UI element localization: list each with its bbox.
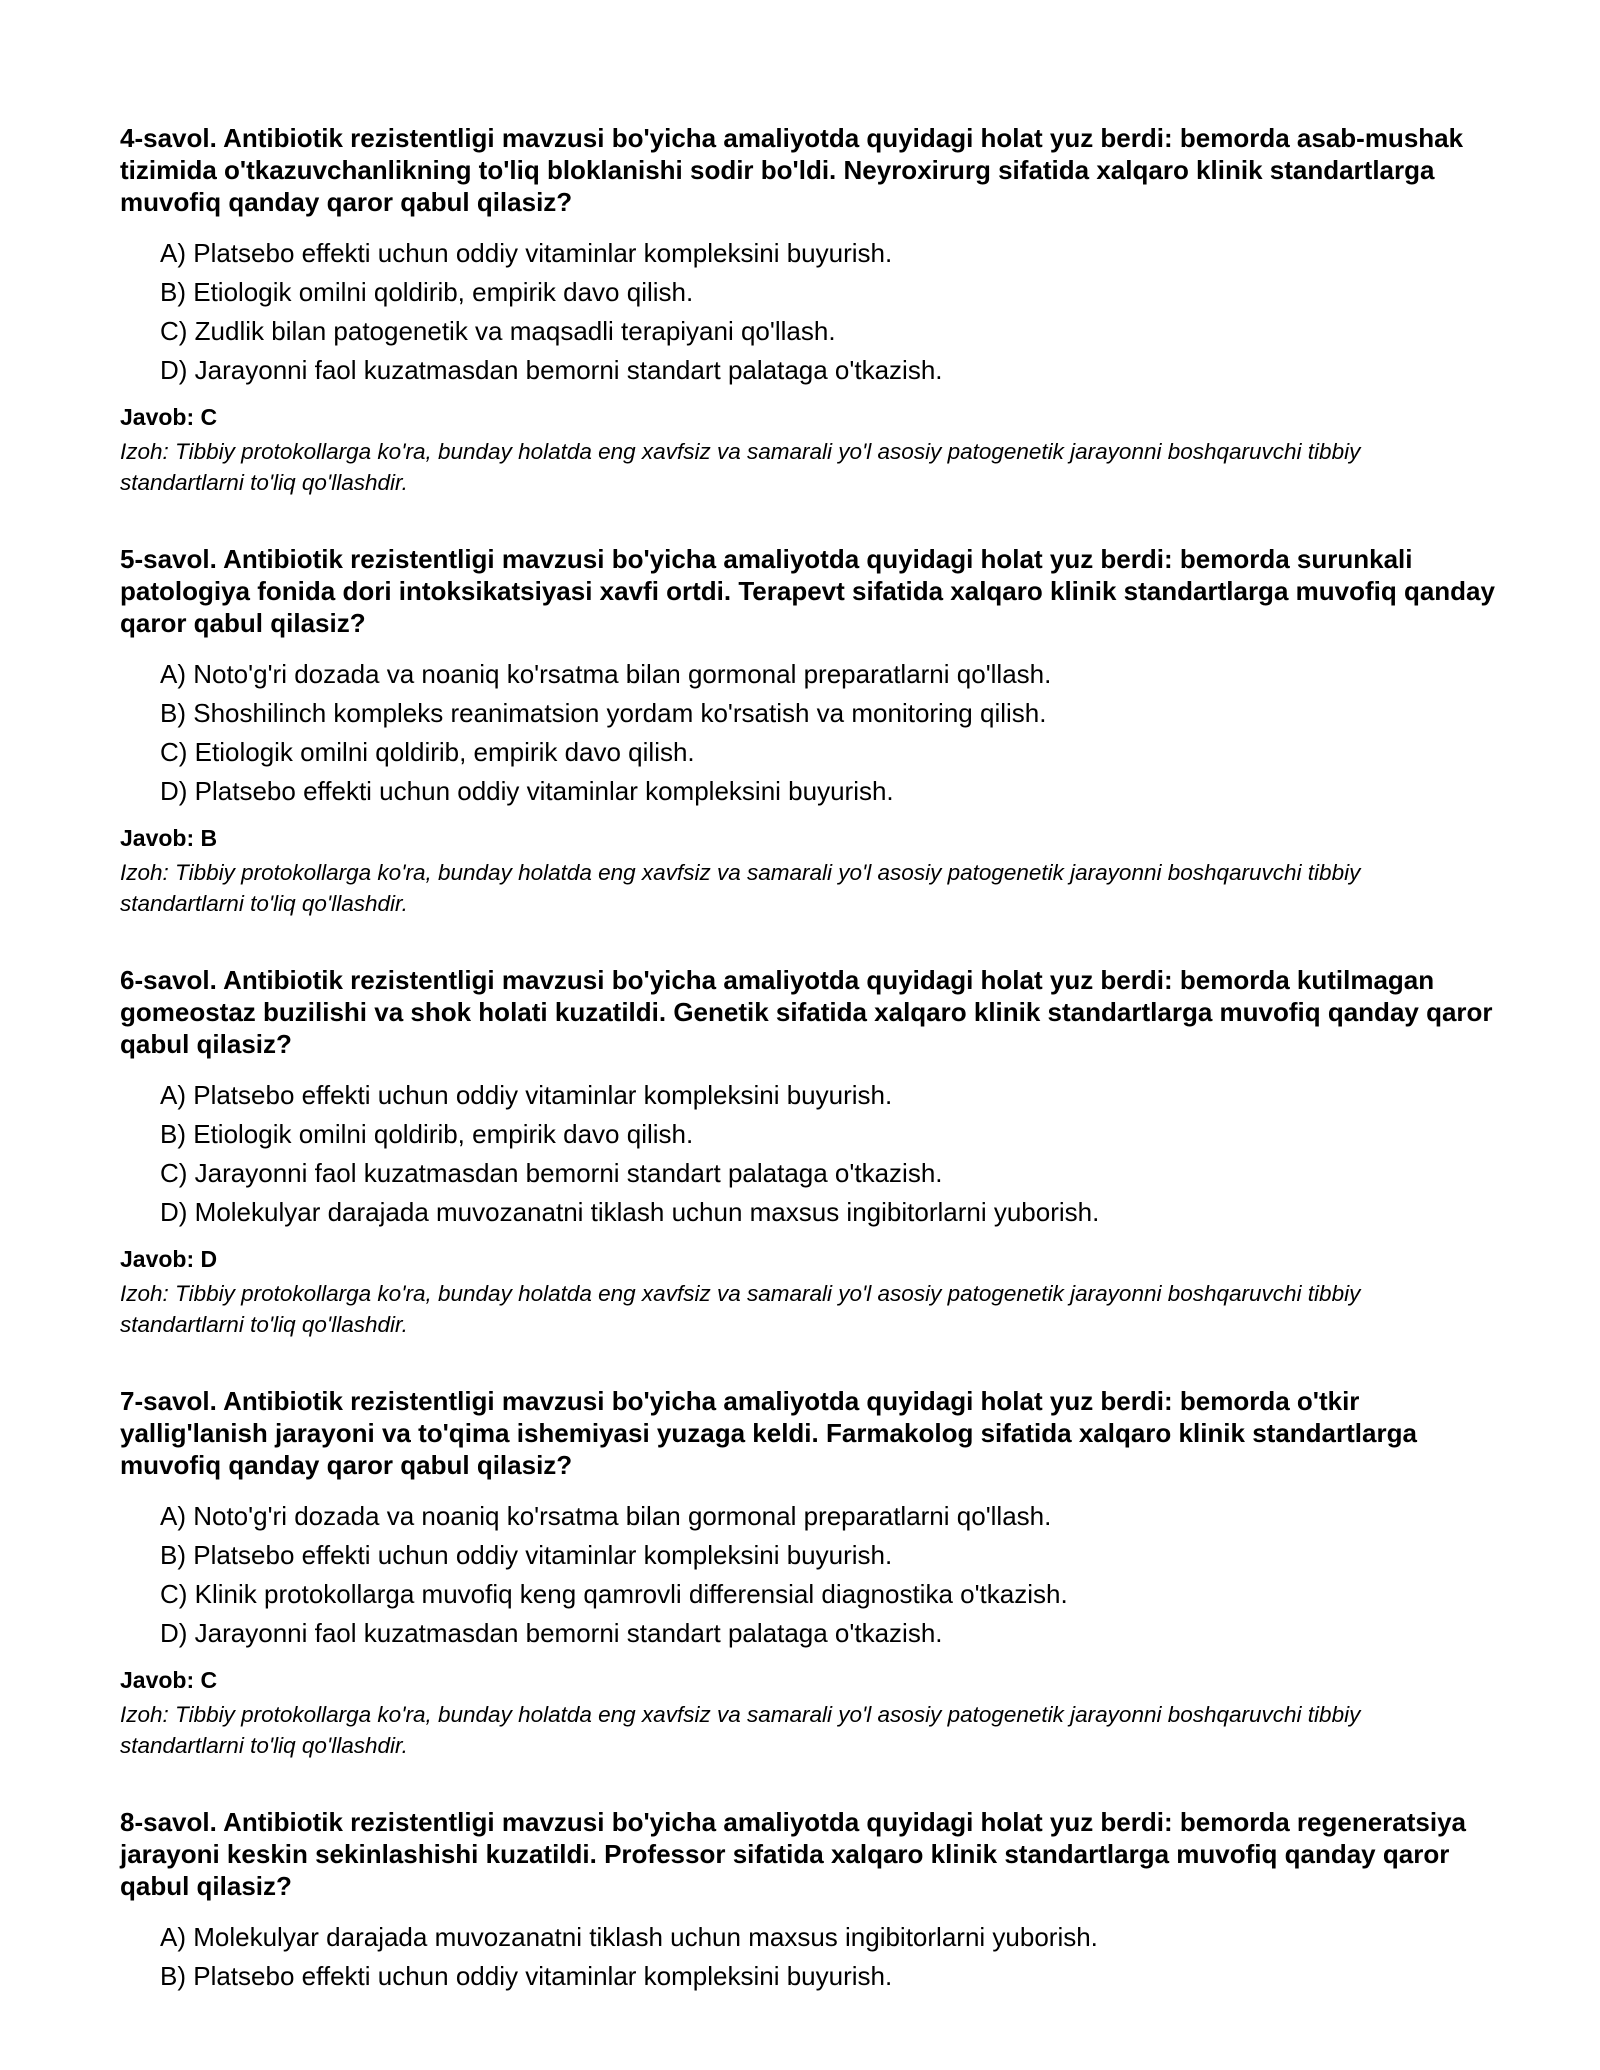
question-text: 6-savol. Antibiotik rezistentligi mavzusi bo'yicha amaliyotda quyidagi holat yuz berdi: bemorda kutilmagan gomeostaz buzilishi va shok holati kuzatildi. Genetik sifatida xalqaro klinik standartlarga muvofiq qanday qaror qabul qilasiz?	[120, 965, 1493, 1059]
answer-options	[120, 1076, 1500, 1232]
answer-key: Javob: C	[120, 404, 218, 430]
option-b: B) Platsebo effekti uchun oddiy vitaminlar kompleksini buyurish.	[160, 1961, 893, 1991]
option-b: B) Platsebo effekti uchun oddiy vitaminlar kompleksini buyurish.	[160, 1540, 893, 1570]
option-d: D) Molekulyar darajada muvozanatni tiklash uchun maxsus ingibitorlarni yuborish.	[160, 1197, 1100, 1227]
explanation: Izoh: Tibbiy protokollarga ko'ra, bunday holatda eng xavfsiz va samarali yo'l asosiy patogenetik jarayonni boshqaruvchi tibbiy standartlarni to'liq qo'llashdir.	[120, 1281, 1361, 1337]
option-c: C) Jarayonni faol kuzatmasdan bemorni standart palataga o'tkazish.	[160, 1158, 943, 1188]
question-7	[120, 1385, 1500, 1761]
option-d: D) Platsebo effekti uchun oddiy vitaminlar kompleksini buyurish.	[160, 776, 894, 806]
answer-options	[120, 1497, 1500, 1653]
option-d: D) Jarayonni faol kuzatmasdan bemorni standart palataga o'tkazish.	[160, 355, 943, 385]
answer-key: Javob: D	[120, 1246, 218, 1272]
option-a: A) Noto'g'ri dozada va noaniq ko'rsatma bilan gormonal preparatlarni qo'llash.	[160, 659, 1052, 689]
explanation: Izoh: Tibbiy protokollarga ko'ra, bunday holatda eng xavfsiz va samarali yo'l asosiy patogenetik jarayonni boshqaruvchi tibbiy standartlarni to'liq qo'llashdir.	[120, 439, 1361, 495]
explanation: Izoh: Tibbiy protokollarga ko'ra, bunday holatda eng xavfsiz va samarali yo'l asosiy patogenetik jarayonni boshqaruvchi tibbiy standartlarni to'liq qo'llashdir.	[120, 860, 1361, 916]
answer-options	[120, 1918, 1500, 1996]
answer-key: Javob: B	[120, 825, 218, 851]
option-b: B) Shoshilinch kompleks reanimatsion yordam ko'rsatish va monitoring qilish.	[160, 698, 1047, 728]
option-d: D) Jarayonni faol kuzatmasdan bemorni standart palataga o'tkazish.	[160, 1618, 943, 1648]
option-a: A) Platsebo effekti uchun oddiy vitaminlar kompleksini buyurish.	[160, 1080, 893, 1110]
option-b: B) Etiologik omilni qoldirib, empirik davo qilish.	[160, 277, 694, 307]
option-a: A) Platsebo effekti uchun oddiy vitaminlar kompleksini buyurish.	[160, 238, 893, 268]
question-4	[120, 122, 1500, 498]
question-text: 7-savol. Antibiotik rezistentligi mavzusi bo'yicha amaliyotda quyidagi holat yuz berdi: bemorda o'tkir yallig'lanish jarayoni va to'qima ishemiyasi yuzaga keldi. Farmakolog sifatida xalqaro klinik standartlarga muvofiq qanday qaror qabul qilasiz?	[120, 1386, 1417, 1480]
document-page	[120, 122, 1500, 2041]
explanation: Izoh: Tibbiy protokollarga ko'ra, bunday holatda eng xavfsiz va samarali yo'l asosiy patogenetik jarayonni boshqaruvchi tibbiy standartlarni to'liq qo'llashdir.	[120, 1702, 1361, 1758]
question-5	[120, 543, 1500, 919]
answer-options	[120, 234, 1500, 390]
question-text: 4-savol. Antibiotik rezistentligi mavzusi bo'yicha amaliyotda quyidagi holat yuz berdi: bemorda asab-mushak tizimida o'tkazuvchanlikning to'liq bloklanishi sodir bo'ldi. Neyroxirurg sifatida xalqaro klinik standartlarga muvofiq qanday qaror qabul qilasiz?	[120, 123, 1464, 217]
question-text: 5-savol. Antibiotik rezistentligi mavzusi bo'yicha amaliyotda quyidagi holat yuz berdi: bemorda surunkali patologiya fonida dori intoksikatsiyasi xavfi ortdi. Terapevt sifatida xalqaro klinik standartlarga muvofiq qanday qaror qabul qilasiz?	[120, 544, 1495, 638]
option-c: C) Etiologik omilni qoldirib, empirik davo qilish.	[160, 737, 695, 767]
answer-options	[120, 655, 1500, 811]
question-6	[120, 964, 1500, 1340]
option-c: C) Zudlik bilan patogenetik va maqsadli terapiyani qo'llash.	[160, 316, 836, 346]
option-a: A) Noto'g'ri dozada va noaniq ko'rsatma bilan gormonal preparatlarni qo'llash.	[160, 1501, 1052, 1531]
option-c: C) Klinik protokollarga muvofiq keng qamrovli differensial diagnostika o'tkazish.	[160, 1579, 1068, 1609]
option-b: B) Etiologik omilni qoldirib, empirik davo qilish.	[160, 1119, 694, 1149]
question-text: 8-savol. Antibiotik rezistentligi mavzusi bo'yicha amaliyotda quyidagi holat yuz berdi: bemorda regeneratsiya jarayoni keskin sekinlashishi kuzatildi. Professor sifatida xalqaro klinik standartlarga muvofiq qanday qaror qabul qilasiz?	[120, 1807, 1466, 1901]
answer-key: Javob: C	[120, 1667, 218, 1693]
option-a: A) Molekulyar darajada muvozanatni tiklash uchun maxsus ingibitorlarni yuborish.	[160, 1922, 1098, 1952]
question-8	[120, 1806, 1500, 1996]
